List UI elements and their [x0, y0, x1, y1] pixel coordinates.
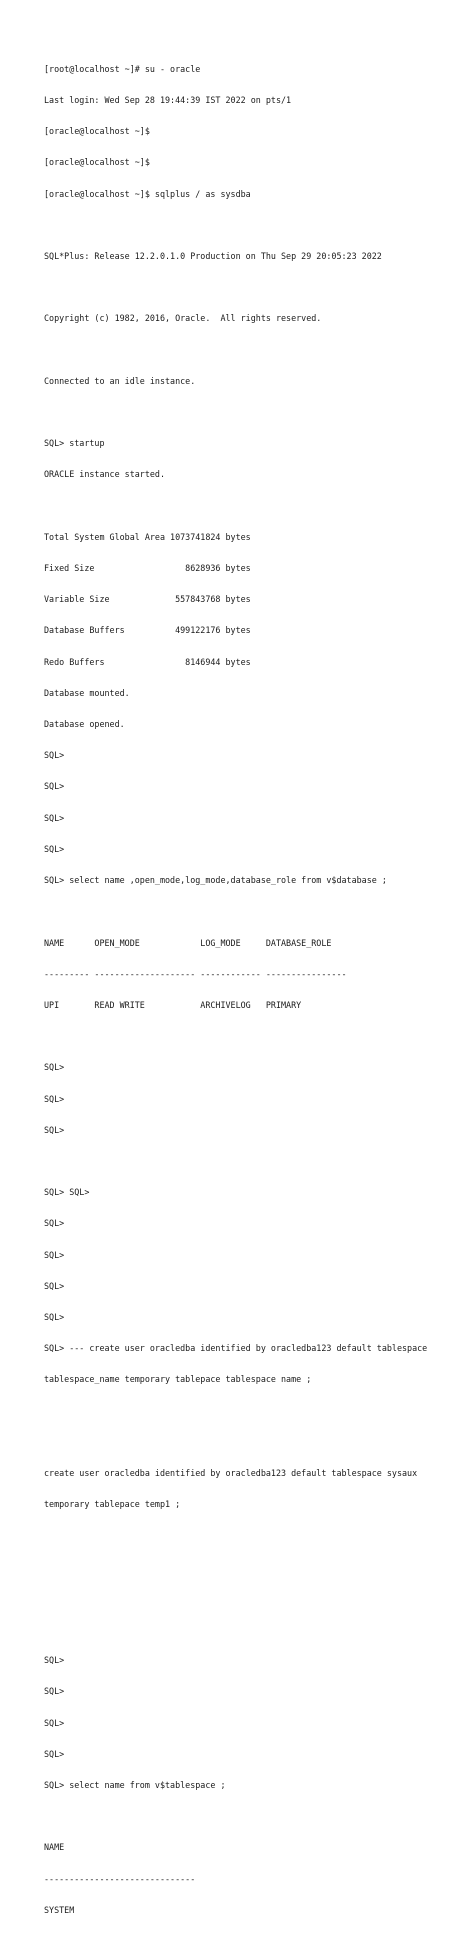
terminal-line: temporary tablepace temp1 ;	[44, 1499, 181, 1510]
terminal-line	[44, 1437, 464, 1447]
terminal-line	[44, 1156, 464, 1166]
terminal-line: [oracle@localhost ~]$	[44, 126, 150, 137]
terminal-line: Last login: Wed Sep 28 19:44:39 IST 2022 on pts/1	[44, 95, 292, 106]
terminal-line: SQL> select name ,open_mode,log_mode,database_role from v$database ;	[44, 875, 387, 886]
terminal-line	[44, 282, 464, 292]
terminal-line: Connected to an idle instance.	[44, 375, 196, 386]
terminal-line: create user oracledba identified by oracledba123 default tablespace sysaux	[44, 1467, 418, 1478]
terminal-line: Redo Buffers 8146944 bytes	[44, 656, 251, 667]
terminal-line: SQL>	[44, 750, 65, 761]
terminal-line: SQL> SQL>	[44, 1187, 90, 1198]
terminal-line: SQL>	[44, 1655, 65, 1666]
terminal-line: SQL>	[44, 1124, 65, 1135]
terminal-line: [oracle@localhost ~]$ sqlplus / as sysdba	[44, 188, 251, 199]
terminal-line	[44, 220, 464, 230]
terminal-line	[44, 906, 464, 916]
terminal-line: ORACLE instance started.	[44, 469, 166, 480]
terminal-line: SQL>	[44, 1062, 65, 1073]
terminal-line: SQL>	[44, 1717, 65, 1728]
terminal-line: Database Buffers 499122176 bytes	[44, 625, 251, 636]
terminal-line: tablespace_name temporary tablepace tablespace name ;	[44, 1374, 312, 1385]
terminal-line	[44, 1811, 464, 1821]
terminal-line: ------------------------------	[44, 1873, 196, 1884]
terminal-line: SQL> select name from v$tablespace ;	[44, 1779, 226, 1790]
terminal-line	[44, 1406, 464, 1416]
terminal-line: [oracle@localhost ~]$	[44, 157, 150, 168]
terminal-line: Fixed Size 8628936 bytes	[44, 563, 251, 574]
terminal-line: SQL>	[44, 1686, 65, 1697]
terminal-line: SQL>	[44, 1311, 65, 1322]
terminal-line: NAME	[44, 1842, 65, 1853]
terminal-line: Database opened.	[44, 719, 125, 730]
terminal-line: SYSTEM	[44, 1904, 75, 1915]
terminal-line: SQL>	[44, 1249, 65, 1260]
terminal-line	[44, 1031, 464, 1041]
terminal-line: SQL>	[44, 1280, 65, 1291]
terminal-line: SQL>	[44, 1748, 65, 1759]
terminal-line: SQL>	[44, 843, 65, 854]
terminal-line: --------- -------------------- ------------ ----------------	[44, 968, 347, 979]
terminal-line	[44, 1624, 464, 1634]
terminal-line	[44, 1562, 464, 1572]
terminal-line	[44, 345, 464, 355]
terminal-line: Copyright (c) 1982, 2016, Oracle. All rights reserved.	[44, 313, 322, 324]
terminal-line: NAME OPEN_MODE LOG_MODE DATABASE_ROLE	[44, 937, 332, 948]
terminal-line: Total System Global Area 1073741824 bytes	[44, 531, 251, 542]
terminal-line	[44, 501, 464, 511]
terminal-line: UPI READ WRITE ARCHIVELOG PRIMARY	[44, 999, 302, 1010]
terminal-line: SQL>	[44, 781, 65, 792]
terminal-output	[44, 43, 464, 1936]
terminal-line: SQL>	[44, 1218, 65, 1229]
terminal-line: SQL>	[44, 1093, 65, 1104]
terminal-line: SQL> startup	[44, 438, 105, 449]
terminal-line: SQL> --- create user oracledba identified by oracledba123 default tablespace	[44, 1343, 428, 1354]
terminal-line	[44, 407, 464, 417]
terminal-line: [root@localhost ~]# su - oracle	[44, 63, 201, 74]
terminal-line: Variable Size 557843768 bytes	[44, 594, 251, 605]
terminal-line	[44, 1593, 464, 1603]
terminal-line: SQL*Plus: Release 12.2.0.1.0 Production on Thu Sep 29 20:05:23 2022	[44, 251, 382, 262]
terminal-line: Database mounted.	[44, 687, 130, 698]
terminal-line	[44, 1530, 464, 1540]
terminal-line: SQL>	[44, 812, 65, 823]
